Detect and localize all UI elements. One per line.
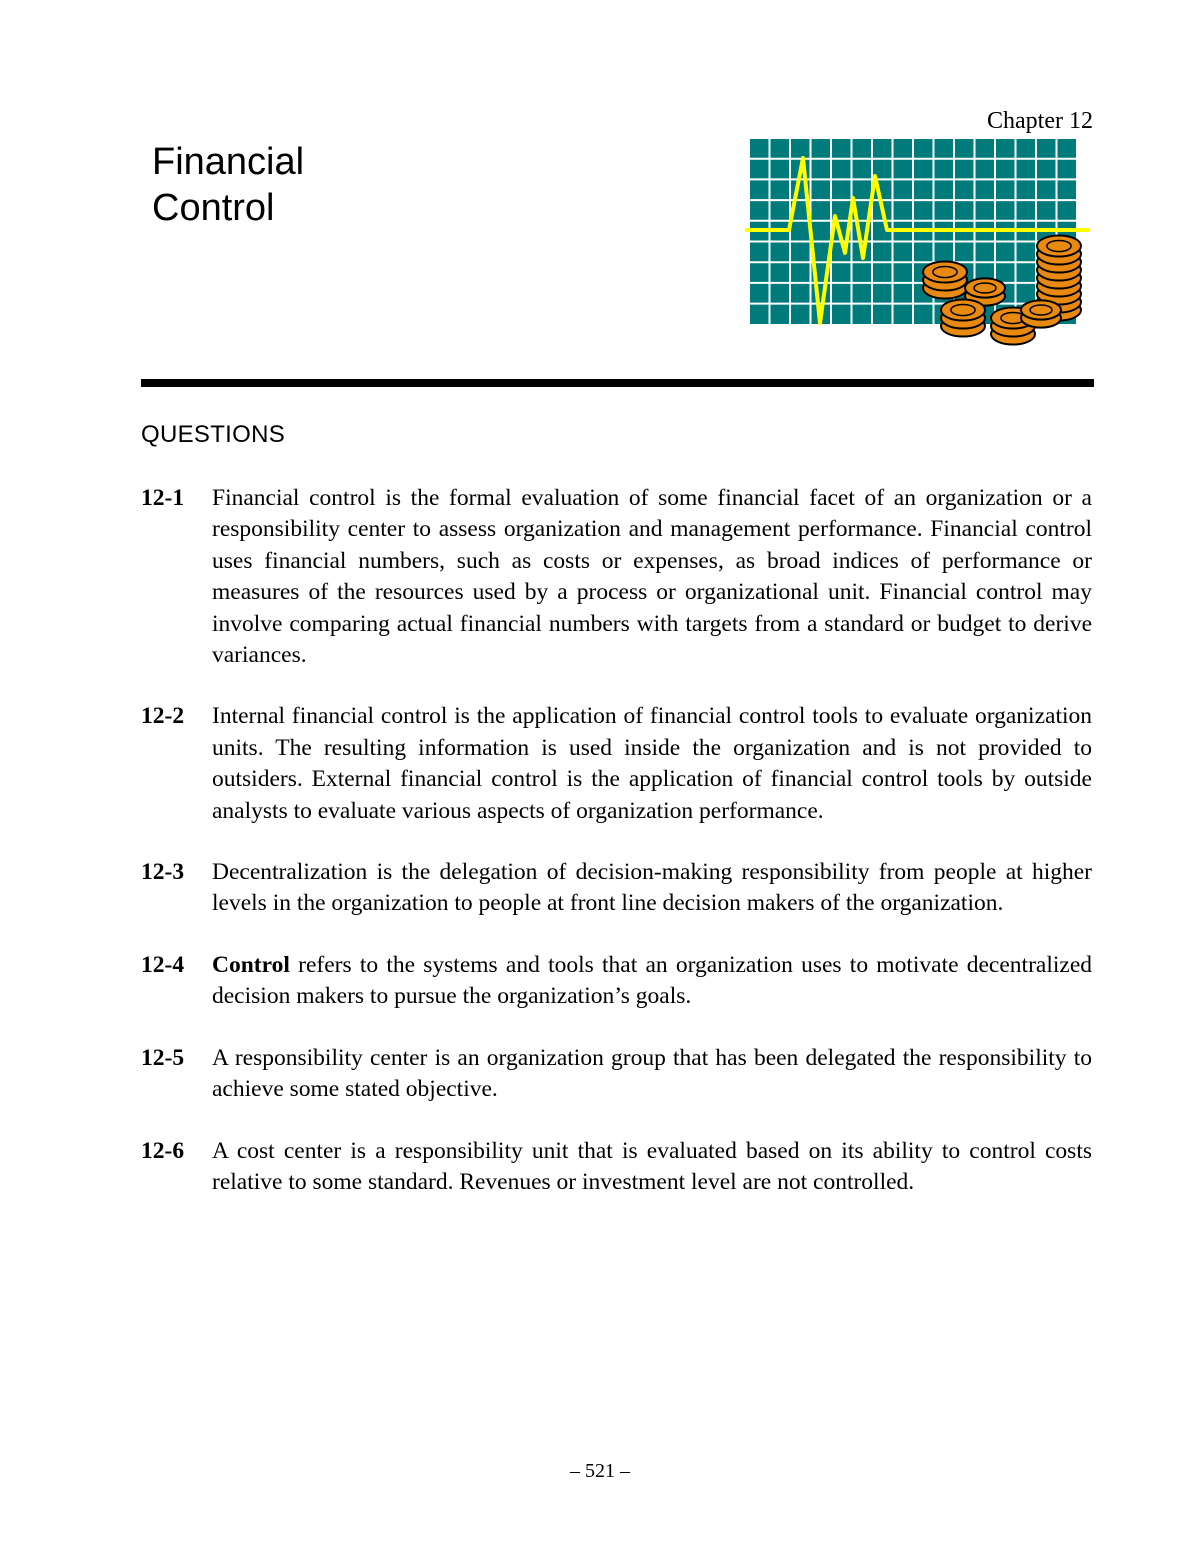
question-item bbox=[141, 857, 1092, 920]
chart-with-coins-icon bbox=[745, 138, 1090, 350]
page-number: – 521 – bbox=[570, 1460, 630, 1482]
chapter-label: Chapter 12 bbox=[987, 108, 1093, 134]
question-item bbox=[141, 701, 1092, 827]
chapter-title bbox=[152, 140, 304, 231]
question-text: Financial control is the formal evaluation of some financial facet of an organization or a responsibility center to assess organization and management performance. Financial control uses financial numbers, such as costs or expenses, as broad indices of performance or measures of the resources used by a process or organizational unit. Financial control may involve comparing actual financial numbers with targets from a standard or budget to derive variances. bbox=[212, 485, 1092, 669]
chapter-title-line-2: Control bbox=[152, 186, 275, 229]
question-item bbox=[141, 1043, 1092, 1106]
chapter-title-line-1: Financial bbox=[152, 141, 305, 183]
section-divider bbox=[141, 379, 1094, 387]
question-number: 12-4 bbox=[141, 951, 185, 978]
question-text: A responsibility center is an organization group that has been delegated the responsibility to achieve some stated objective. bbox=[212, 1044, 1092, 1103]
question-item bbox=[141, 950, 1092, 1013]
question-item bbox=[141, 483, 1092, 671]
question-number: 12-3 bbox=[141, 859, 185, 886]
questions-list bbox=[141, 483, 1092, 1228]
question-number: 12-6 bbox=[141, 1137, 185, 1164]
question-text bbox=[212, 950, 1092, 1013]
question-text-rest: refers to the systems and tools that an organization uses to motivate decentralized decision makers to pursue the organization’s goals. bbox=[212, 951, 1092, 1010]
question-text: Decentralization is the delegation of decision-making responsibility from people at higher levels in the organization to people at front line decision makers of the organization. bbox=[212, 859, 1092, 917]
section-heading: QUESTIONS bbox=[141, 421, 286, 448]
question-number: 12-2 bbox=[141, 703, 185, 730]
question-text: A cost center is a responsibility unit that is evaluated based on its ability to control costs relative to some standard. Revenues or investment level are not controlled. bbox=[212, 1137, 1092, 1195]
question-number: 12-1 bbox=[141, 485, 185, 511]
question-number: 12-5 bbox=[141, 1044, 185, 1071]
question-bold-term: Control bbox=[212, 951, 290, 978]
question-item bbox=[141, 1136, 1092, 1199]
question-text: Internal financial control is the application of financial control tools to evaluate organization units. The resulting information is used inside the organization and is not provided to outsiders. External financial control is the application of financial control tools by outside analysts to evaluate various aspects of organization performance. bbox=[212, 703, 1092, 824]
